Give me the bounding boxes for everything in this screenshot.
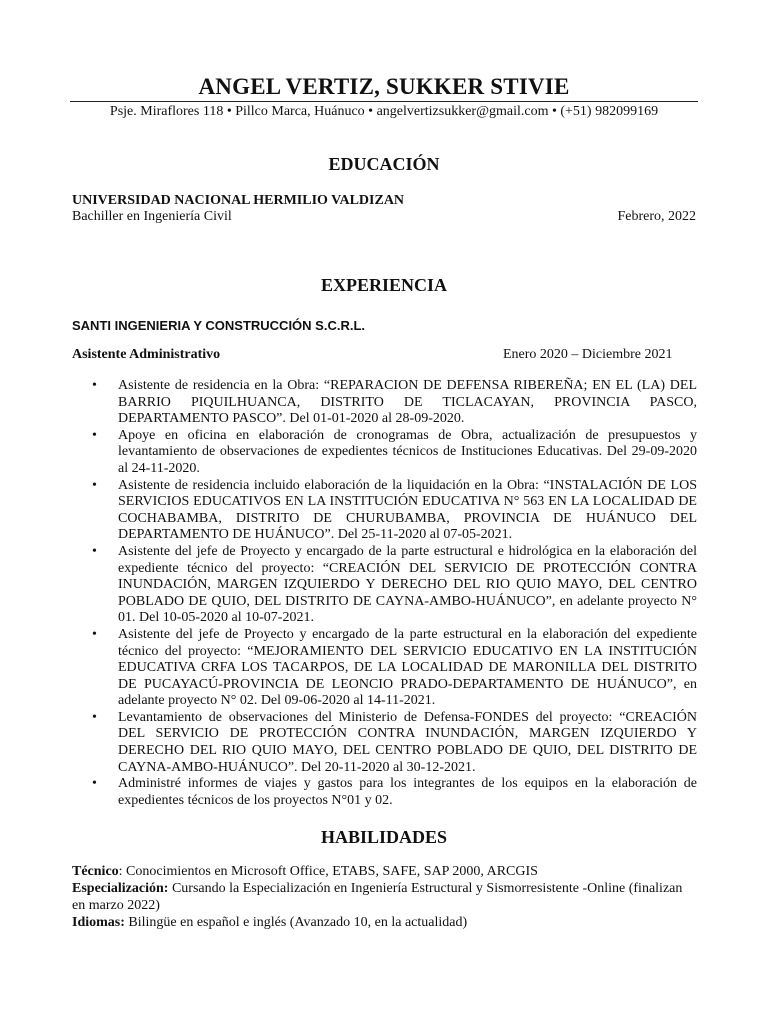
- list-item: [72, 378, 697, 428]
- bullet-icon: •: [92, 477, 97, 493]
- experience-company: SANTI INGENIERIA Y CONSTRUCCIÓN S.C.R.L.: [72, 318, 366, 333]
- name-divider: [70, 101, 698, 102]
- list-item: [72, 478, 697, 544]
- skill-label: Idiomas:: [72, 915, 125, 930]
- bullet-text: Administré informes de viajes y gastos para los integrantes de los equipos en la elaboración de expedientes técnicos de los proyectos N°01 y 02.: [118, 776, 697, 808]
- skill-item-specialization: [72, 880, 697, 914]
- list-item: [72, 776, 697, 809]
- bullet-text: Asistente de residencia incluido elaboración de la liquidación en la Obra: “INSTALACIÓN DE LOS SERVICIOS EDUCATIVOS EN LA INSTITUCIÓN EDUCATIVA N° 563 EN LA LOCALIDAD DE COCHABAMBA, DISTRITO DE CHURUBAMBA, PROVINCIA DE HUÁNUCO DEL DEPARTAMENTO DE HUÁNUCO”. Del 25-11-2020 al 07-05-2021.: [118, 477, 697, 543]
- bullet-text: Asistente del jefe de Proyecto y encargado de la parte estructural en la elaboración del expediente técnico del proyecto: “MEJORAMIENTO DEL SERVICIO EDUCATIVO EN LA INSTITUCIÓN EDUCATIVA CRFA LOS TACARPOS, DE LA LOCALIDAD DE MARONILLA DEL DISTRITO DE PUCAYACÚ-PROVINCIA DE LEONCIO PRADO-DEPARTAMENTO DE HUÁNUCO”, en adelante proyecto N° 02. Del 09-06-2020 al 14-11-2021.: [118, 626, 697, 709]
- experience-bullet-list: [72, 378, 697, 809]
- bullet-icon: •: [92, 776, 97, 792]
- skills-list: [72, 863, 697, 931]
- education-institution: UNIVERSIDAD NACIONAL HERMILIO VALDIZAN: [72, 193, 405, 208]
- skills-heading: HABILIDADES: [320, 827, 448, 847]
- skill-text: Bilingüe en español e inglés (Avanzado 10, en la actualidad): [128, 915, 468, 930]
- list-item: [72, 428, 697, 478]
- skill-separator: :: [118, 864, 127, 879]
- bullet-text: Asistente del jefe de Proyecto y encargado de la parte estructural e hidrológica en la elaboración del expediente técnico del proyecto: “CREACIÓN DEL SERVICIO DE PROTECCIÓN CONTRA INUNDACIÓN, MARGEN IZQUIERDO Y DERECHO DEL RIO QUIO MAYO, DEL CENTRO POBLADO DE QUIO, DEL DISTRITO DE CAYNA-AMBO-HUÁNUCO”, en adelante proyecto N° 01. Del 10-05-2020 al 10-07-2021.: [118, 543, 697, 626]
- skill-label: Técnico: [72, 864, 119, 879]
- skill-label: Especialización:: [72, 881, 169, 896]
- skill-text: Conocimientos en Microsoft Office, ETABS, SAFE, SAP 2000, ARCGIS: [126, 864, 538, 879]
- bullet-icon: •: [92, 543, 97, 559]
- bullet-text: Apoye en oficina en elaboración de cronogramas de Obra, actualización de presupuestos y levantamiento de observaciones de expedientes técnicos de Instituciones Educativas. Del 29-09-2020 al 24-11-2020.: [118, 427, 697, 476]
- bullet-icon: •: [92, 626, 97, 642]
- skill-item-technical: [72, 863, 697, 880]
- experience-heading: EXPERIENCIA: [320, 275, 448, 295]
- candidate-name: ANGEL VERTIZ, SUKKER STIVIE: [198, 74, 570, 99]
- education-degree: Bachiller en Ingeniería Civil: [72, 209, 232, 224]
- education-date: Febrero, 2022: [617, 209, 696, 224]
- list-item: [72, 544, 697, 627]
- skill-item-languages: [72, 914, 697, 931]
- list-item: [72, 710, 697, 776]
- bullet-text: Levantamiento de observaciones del Ministerio de Defensa-FONDES del proyecto: “CREACIÓN DEL SERVICIO DE PROTECCIÓN CONTRA INUNDACIÓN, MARGEN IZQUIERDO Y DERECHO DEL RIO QUIO MAYO, DEL CENTRO POBLADO DE QUIO, DEL DISTRITO DE CAYNA-AMBO-HUÁNUCO”. Del 20-11-2020 al 30-12-2021.: [118, 709, 697, 775]
- bullet-text: Asistente de residencia en la Obra: “REPARACION DE DEFENSA RIBEREÑA; EN EL (LA) DEL BARRIO PIQUILHUANCA, DISTRITO DE TICLACAYAN, PROVINCIA PASCO, DEPARTAMENTO PASCO”. Del 01-01-2020 al 28-09-2020.: [118, 378, 697, 427]
- contact-line: Psje. Miraflores 118 • Pillco Marca, Huánuco • angelvertizsukker@gmail.com • (+51) 982099169: [109, 104, 659, 119]
- bullet-icon: •: [92, 378, 97, 393]
- bullet-icon: •: [92, 427, 97, 443]
- list-item: [72, 627, 697, 710]
- skill-text: Cursando la Especialización en Ingeniería Estructural y Sismorresistente -Online (finalizan en marzo 2022): [72, 881, 683, 913]
- experience-period: Enero 2020 – Diciembre 2021: [503, 347, 673, 362]
- education-heading: EDUCACIÓN: [328, 154, 440, 174]
- experience-role: Asistente Administrativo: [72, 347, 221, 362]
- bullet-icon: •: [92, 709, 97, 725]
